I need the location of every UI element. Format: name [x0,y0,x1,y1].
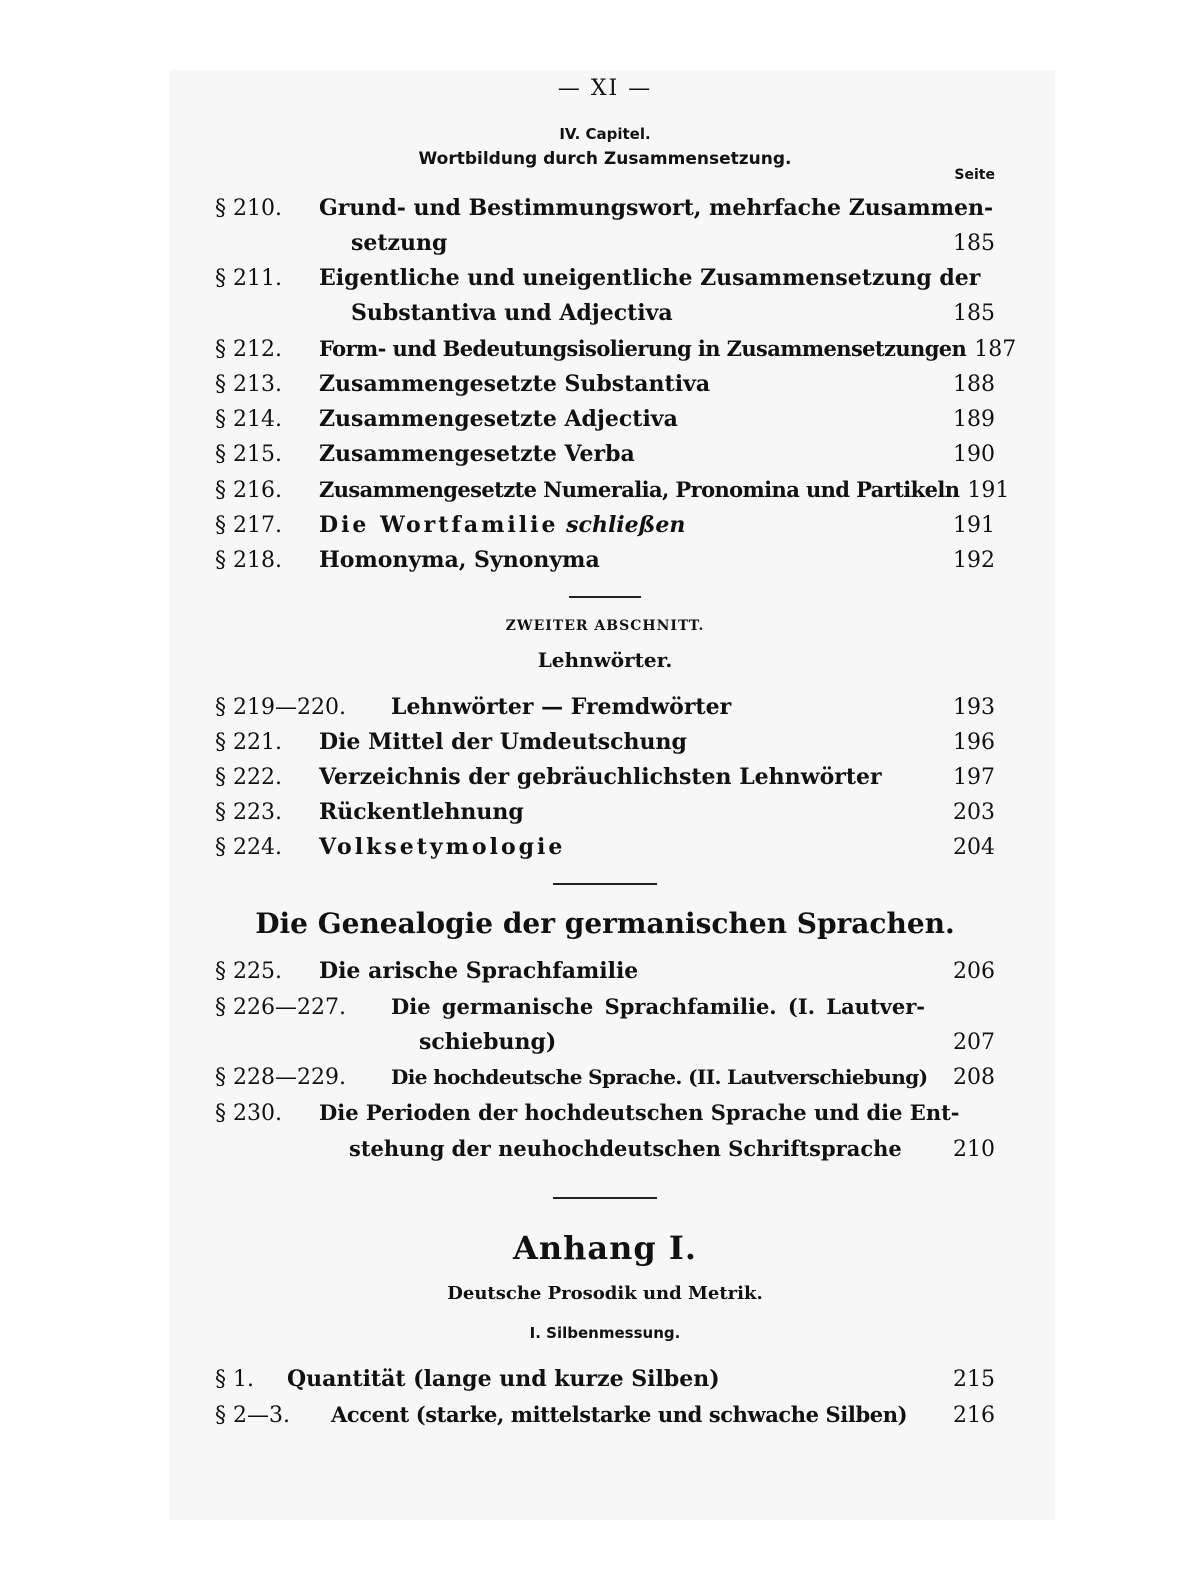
toc-entry [215,1362,995,1397]
entry-page: 188 [953,372,995,397]
entry-number: § 225. [215,959,282,984]
entry-page: 191 [953,513,995,538]
entry-title: Lehnwörter — Fremdwörter [391,694,732,720]
section-title: Lehnwörter. [537,648,673,672]
entry-number: § 212. [215,337,282,362]
entry-number: § 224. [215,835,282,860]
toc-entry [215,795,995,830]
entry-title-spaced: Die Wortfamilie [319,512,559,538]
appendix-entries [215,1362,995,1433]
toc-entry-continuation [215,226,995,261]
entry-title-cont: Substantiva und Adjectiva [351,300,673,326]
entry-number: § 226—227. [215,995,346,1020]
entry-title: Die Mittel der Umdeutschung [319,729,687,755]
toc-entry [215,402,995,437]
toc-entry-continuation [215,1131,995,1167]
chapter-label: IV. Capitel. [559,125,651,143]
chapter4-entries [215,191,1017,578]
entry-title: Homonyma, Synonyma [319,547,600,573]
toc-entry [215,1060,995,1095]
entry-page: 197 [953,765,995,790]
toc-entry [215,367,995,402]
toc-entry-continuation [215,1025,995,1060]
toc-page [215,70,1017,1433]
toc-entry [215,725,995,760]
page-number: — XI — [557,76,653,101]
entry-page: 185 [953,301,995,326]
section2-entries [215,690,995,865]
entry-page: 190 [953,442,995,467]
appendix-subtitle: Deutsche Prosodik und Metrik. [447,1283,763,1304]
entry-number: § 217. [215,513,282,538]
entry-title: Eigentliche und uneigentliche Zusammensetzung der [319,265,981,291]
entry-number: § 218. [215,548,282,573]
entry-number: § 2—3. [215,1403,290,1428]
entry-page: 185 [953,231,995,256]
entry-title: Grund- und Bestimmungswort, mehrfache Zusammen- [319,195,994,221]
entry-page: 204 [953,835,995,860]
entry-number: § 210. [215,196,282,221]
toc-entry [215,472,1010,508]
entry-title [319,508,945,543]
entry-title: Die hochdeutsche Sprache. (II. Lautverschiebung) [391,1065,928,1089]
entry-page: 215 [953,1367,995,1392]
entry-title: Rückentlehnung [319,799,524,825]
entry-title: Zusammengesetzte Substantiva [319,371,711,397]
entry-title-cont: schiebung) [419,1029,557,1055]
entry-title: Die arische Sprachfamilie [319,958,639,984]
entry-page: 207 [953,1030,995,1055]
separator-rule [553,1197,657,1199]
entry-title: Zusammengesetzte Verba [319,441,635,467]
separator-rule [553,883,657,885]
section-label: ZWEITER ABSCHNITT. [505,618,705,634]
entry-page: 191 [967,478,1010,503]
entry-number: § 213. [215,372,282,397]
toc-entry [215,543,995,578]
entry-number: § 228—229. [215,1065,346,1090]
entry-title-italic: schließen [566,512,686,538]
appendix-subsection: I. Silbenmessung. [529,1324,681,1342]
entry-page: 216 [953,1403,995,1428]
entry-title-cont: stehung der neuhochdeutschen Schriftsprache [349,1136,902,1161]
genealogy-entries [215,954,995,1167]
entry-number: § 219—220. [215,695,346,720]
entry-page: 193 [953,695,995,720]
entry-page: 196 [953,730,995,755]
entry-number: § 216. [215,478,282,503]
entry-page: 210 [953,1137,995,1162]
appendix-title: Anhang I. [513,1229,697,1267]
entry-number: § 223. [215,800,282,825]
entry-number: § 221. [215,730,282,755]
entry-title-cont: setzung [351,230,448,256]
entry-title: Zusammengesetzte Adjectiva [319,406,678,432]
entry-title: Form- und Bedeutungsisolierung in Zusammensetzungen [319,336,967,361]
entry-number: § 215. [215,442,282,467]
seite-label: Seite [954,167,995,183]
toc-entry [215,690,995,725]
toc-entry [215,830,995,865]
toc-entry [215,954,995,989]
entry-number: § 230. [215,1101,282,1126]
entry-page: 192 [953,548,995,573]
entry-title: Volksetymologie [319,834,566,860]
entry-title: Zusammengesetzte Numeralia, Pronomina und Partikeln [319,477,960,502]
toc-entry [215,437,995,472]
entry-number: § 211. [215,266,282,291]
toc-entry [215,760,995,795]
entry-title: Die germanische Sprachfamilie. (I. Lautver- [391,994,925,1019]
chapter-title-text: Wortbildung durch Zusammensetzung. [418,149,792,169]
toc-entry [215,1397,995,1433]
entry-title: Quantität (lange und kurze Silben) [287,1366,720,1392]
entry-page: 203 [953,800,995,825]
entry-title: Accent (starke, mittelstarke und schwache Silben) [331,1402,908,1427]
entry-number: § 1. [215,1367,254,1392]
toc-entry [215,191,995,226]
chapter-title [215,149,995,183]
separator-rule [569,596,641,598]
entry-number: § 214. [215,407,282,432]
entry-page: 208 [953,1065,995,1090]
toc-entry [215,261,995,296]
toc-entry-continuation [215,296,995,331]
entry-title: Verzeichnis der gebräuchlichsten Lehnwörter [319,764,882,790]
entry-page: 187 [974,337,1017,362]
toc-entry [215,1095,995,1131]
entry-page: 206 [953,959,995,984]
entry-number: § 222. [215,765,282,790]
entry-title: Die Perioden der hochdeutschen Sprache und die Ent- [319,1100,960,1125]
toc-entry [215,331,1017,367]
toc-entry [215,989,995,1025]
genealogy-heading: Die Genealogie der germanischen Sprachen. [255,907,955,940]
toc-entry [215,508,995,543]
entry-page: 189 [953,407,995,432]
